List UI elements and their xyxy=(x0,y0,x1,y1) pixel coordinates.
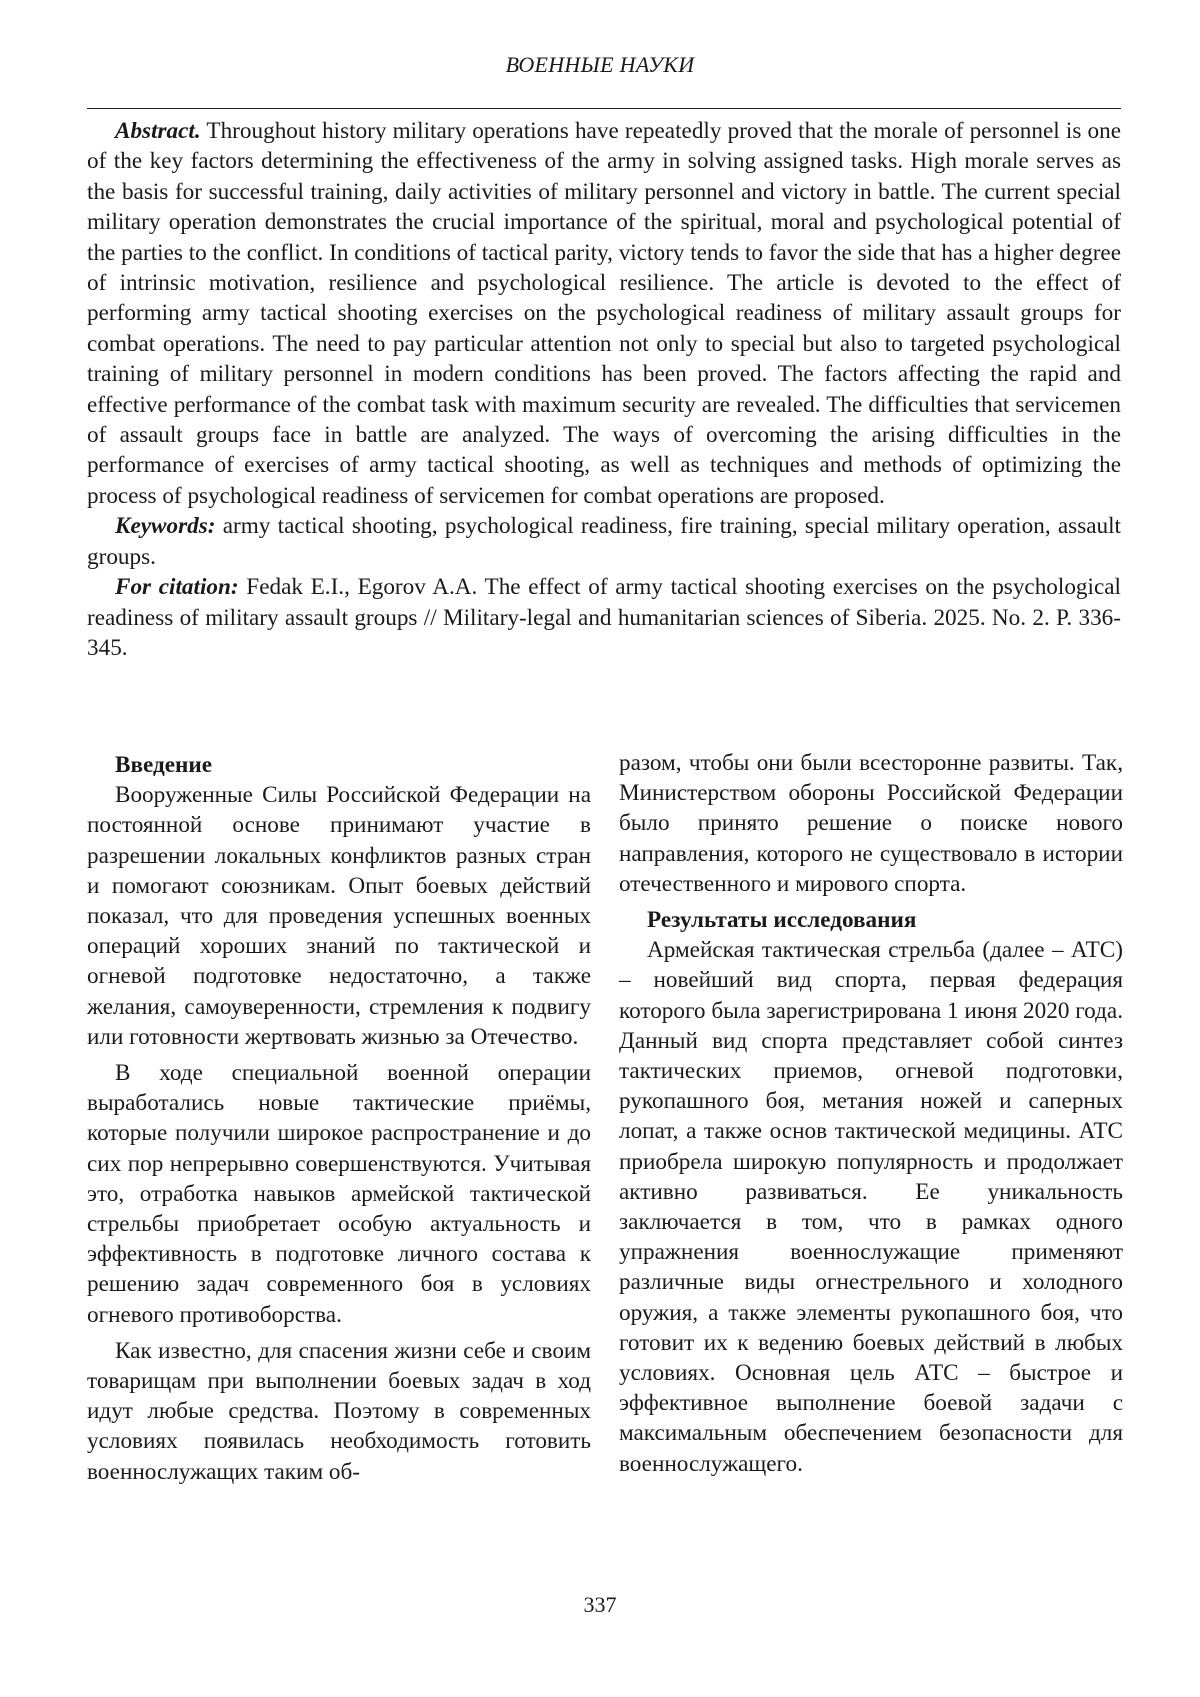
section-heading-introduction: Введение xyxy=(115,752,213,778)
right-column xyxy=(619,748,1123,1485)
abstract-label: Abstract. xyxy=(115,118,201,144)
body-paragraph: Как известно, для спасения жизни себе и своим товарищам при выполнении боевых задач в ход идут любые средства. Поэтому в современных условиях появилась необходимость готовить военнослужащих таким об- xyxy=(87,1337,591,1485)
body-paragraph: Армейская тактическая стрельба (далее – АТС) – новейший вид спорта, первая федерация которого была зарегистрирована 1 июня 2020 года. Данный вид спорта представляет собой синтез тактических приемов, огневой подготовки, рукопашного боя, метания ножей и саперных лопат, а также основ тактической медицины. АТС приобрела широкую популярность и продолжает активно развиваться. Ее уникальность заключается в том, что в рамках одного упражнения военнослужащие применяют различные виды огнестрельного и холодного оружия, а также элементы рукопашного боя, что готовит их к ведению боевых действий в любых условиях. Основная цель АТС – быстрое и эффективное выполнение боевой задачи с максимальным обеспечением безопасности для военнослужащего. xyxy=(619,937,1123,1477)
keywords-text: army tactical shooting, psychological readiness, fire training, special military operation, assault groups. xyxy=(87,513,1121,570)
body-paragraph-continued: разом, чтобы они были всесторонне развиты. Так, Министерством обороны Российской Федерации было принято решение о поиске нового направления, которого не существовало в истории отечественного и мирового спорта. xyxy=(619,750,1123,897)
body-paragraph: Вооруженные Силы Российской Федерации на постоянной основе принимают участие в разрешении локальных конфликтов разных стран и помогают союзникам. Опыт боевых действий показал, что для проведения успешных военных операций хороших знаний по тактической и огневой подготовке недостаточно, а также желания, самоуверенности, стремления к подвигу или готовности жертвовать жизнью за Отечество. xyxy=(87,782,591,1050)
body-paragraph: В ходе специальной военной операции выработались новые тактические приёмы, которые получили широкое распространение и до сих пор непрерывно совершенствуются. Учитывая это, отработка навыков армейской тактической стрельбы приобретает особую актуальность и эффективность в подготовке личного состава к решению задач современного боя в условиях огневого противоборства. xyxy=(87,1060,591,1328)
left-column xyxy=(87,750,591,1493)
citation-paragraph xyxy=(87,572,1121,663)
keywords-label: Keywords: xyxy=(115,513,216,540)
citation-text: Fedak E.I., Egorov A.A. The effect of army tactical shooting exercises on the psychological readiness of military assault groups // Military-legal and humanitarian sciences of Siberia. 2025. No. 2. P. 336-345. xyxy=(87,574,1121,661)
page-number: 337 xyxy=(583,1592,617,1617)
running-header: ВОЕННЫЕ НАУКИ xyxy=(505,52,695,77)
abstract-block xyxy=(87,116,1121,663)
header-rule xyxy=(87,108,1121,109)
keywords-paragraph xyxy=(87,511,1121,572)
citation-label: For citation: xyxy=(115,574,239,601)
abstract-text: Throughout history military operations have repeatedly proved that the morale of personnel is one of the key factors determining the effectiveness of the army in solving assigned tasks. High morale serves as the basis for successful training, daily activities of military personnel and victory in battle. The current special military operation demonstrates the crucial importance of the spiritual, moral and psychological potential of the parties to the conflict. In conditions of tactical parity, victory tends to favor the side that has a higher degree of intrinsic motivation, resilience and psychological resilience. The article is devoted to the effect of performing army tactical shooting exercises on the psychological readiness of military assault groups for combat operations. The need to pay particular attention not only to special but also to targeted psychological training of military personnel in modern conditions has been proved. The factors affecting the rapid and effective performance of the combat task with maximum security are revealed. The difficulties that servicemen of assault groups face in battle are analyzed. The ways of overcoming the arising difficulties in the performance of exercises of army tactical shooting, as well as techniques and methods of optimizing the process of psychological readiness of servicemen for combat operations are proposed. xyxy=(87,118,1121,509)
section-heading-results: Результаты исследования xyxy=(647,907,917,934)
abstract-paragraph xyxy=(87,116,1121,511)
